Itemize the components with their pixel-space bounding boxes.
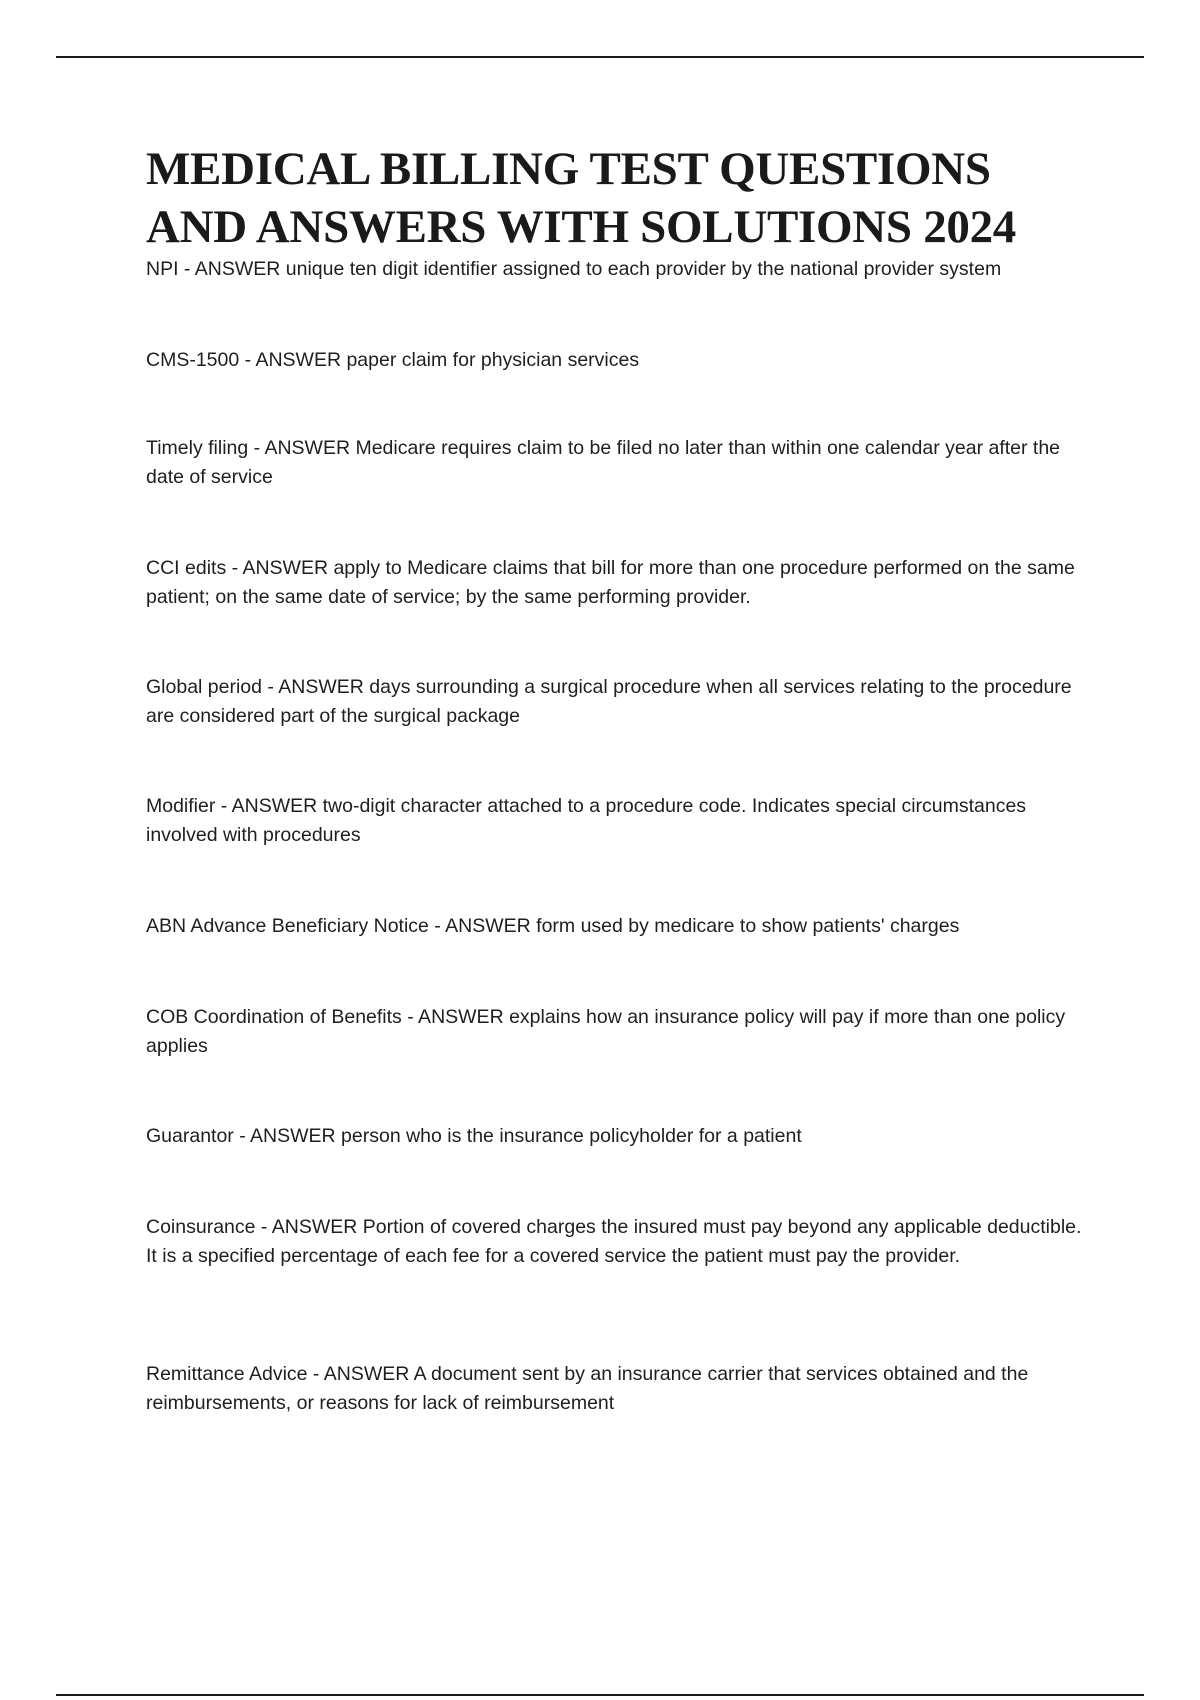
qa-entry-global-period: Global period - ANSWER days surrounding a surgical procedure when all services relating to the procedure are considered part of the surgical package	[146, 676, 1072, 727]
page-title	[146, 140, 1086, 256]
qa-entry-remittance-advice: Remittance Advice - ANSWER A document sent by an insurance carrier that services obtained and the reimbursements, or reasons for lack of reimbursement	[146, 1363, 1029, 1414]
qa-entry-coinsurance: Coinsurance - ANSWER Portion of covered charges the insured must pay beyond any applicable deductible. It is a specified percentage of each fee for a covered service the patient must pay the provider.	[146, 1216, 1082, 1267]
qa-entry-timely-filing: Timely filing - ANSWER Medicare requires claim to be filed no later than within one calendar year after the date of service	[146, 437, 1061, 488]
qa-entry-guarantor: Guarantor - ANSWER person who is the insurance policyholder for a patient	[146, 1125, 802, 1147]
top-divider	[56, 56, 1144, 58]
qa-entry-cob: COB Coordination of Benefits - ANSWER explains how an insurance policy will pay if more than one policy applies	[146, 1006, 1066, 1057]
qa-entry-modifier: Modifier - ANSWER two-digit character attached to a procedure code. Indicates special circumstances involved with procedures	[146, 795, 1027, 846]
bottom-divider	[56, 1694, 1144, 1696]
qa-entry-abn: ABN Advance Beneficiary Notice - ANSWER form used by medicare to show patients' charges	[146, 915, 960, 937]
title-line-2: AND ANSWERS WITH SOLUTIONS 2024	[146, 201, 1016, 253]
document-header	[146, 140, 1086, 256]
qa-entry-npi: NPI - ANSWER unique ten digit identifier assigned to each provider by the national provider system	[146, 258, 1002, 280]
qa-entry-cms1500: CMS-1500 - ANSWER paper claim for physician services	[146, 349, 640, 371]
qa-entry-cci-edits: CCI edits - ANSWER apply to Medicare claims that bill for more than one procedure performed on the same patient; on the same date of service; by the same performing provider.	[146, 557, 1075, 608]
title-line-1: MEDICAL BILLING TEST QUESTIONS	[146, 143, 991, 195]
